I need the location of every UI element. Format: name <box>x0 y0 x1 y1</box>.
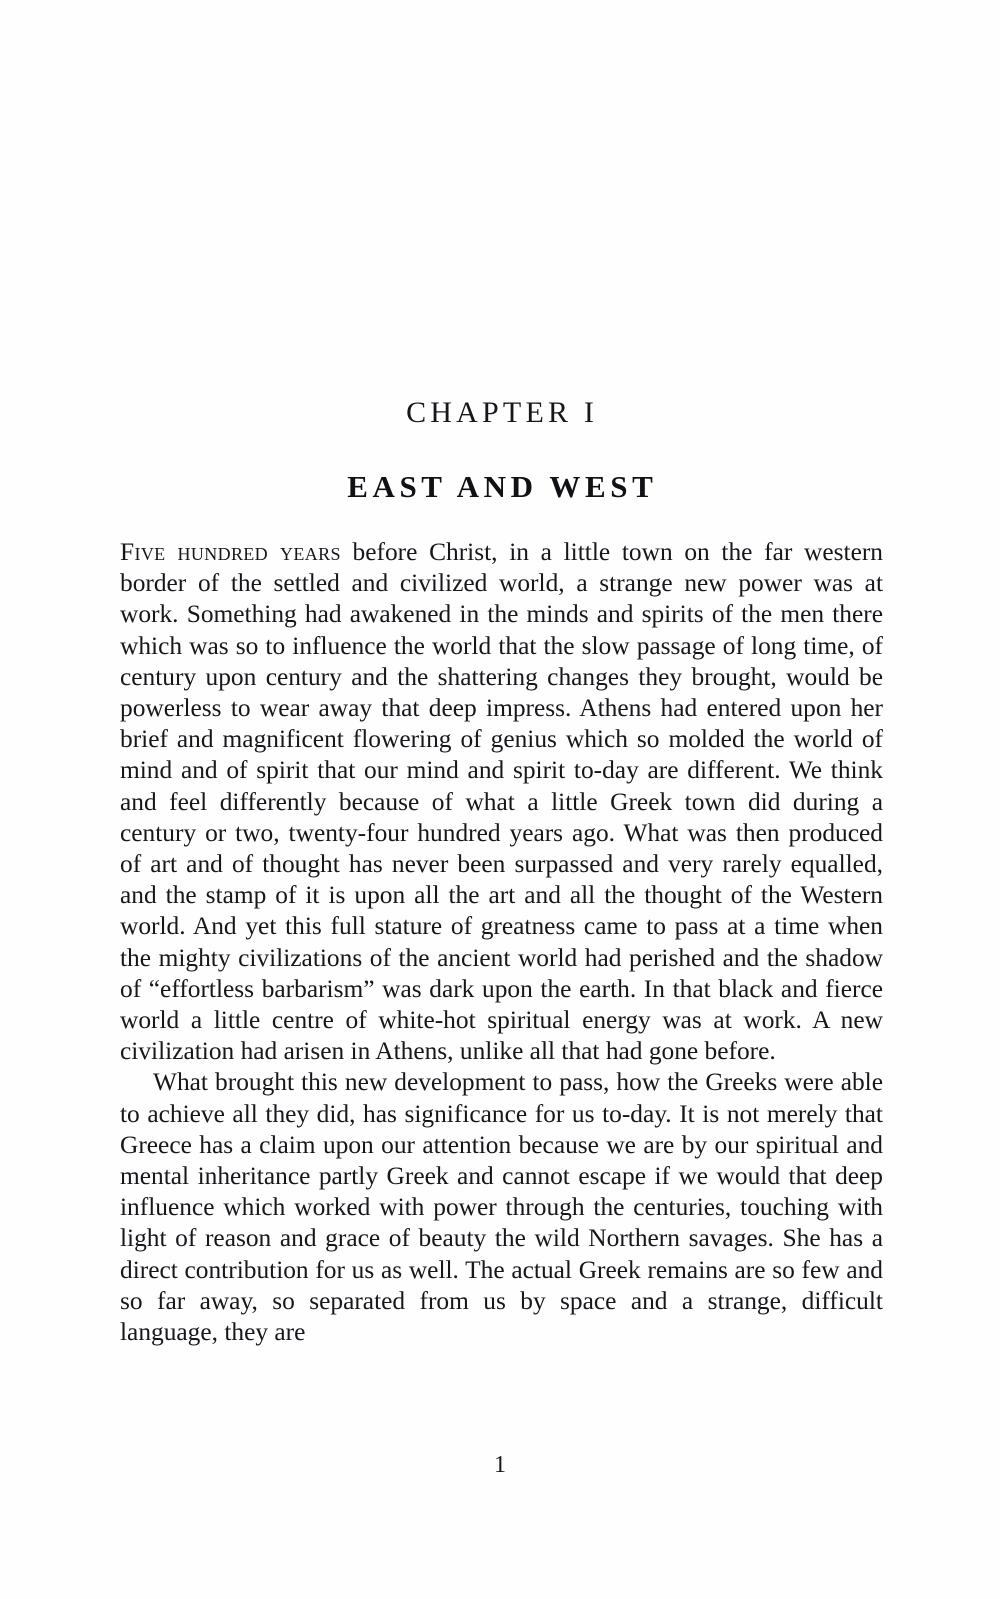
paragraph-2 <box>120 1067 883 1348</box>
opening-small-caps: Five hundred years <box>120 538 341 566</box>
chapter-heading-block <box>0 396 1000 429</box>
chapter-title: EAST AND WEST <box>347 469 658 504</box>
paragraph-1 <box>120 537 883 1067</box>
paragraph-2-text: What brought this new development to pass, how the Greeks were able to achieve all they did, has significance for us to-day. It is not merely that Greece has a claim upon our attention because we are by our spiritual and mental inheritance partly Greek and cannot escape if we would that deep influence which worked with power through the centuries, touching with light of reason and grace of beauty the wild Northern savages. She has a direct contribution for us as well. The actual Greek remains are so few and so far away, so separated from us by space and a strange, difficult language, they are <box>120 1068 883 1347</box>
body-text-column <box>120 537 883 1348</box>
page-number: 1 <box>494 1452 506 1478</box>
chapter-number: CHAPTER I <box>406 396 599 429</box>
paragraph-1-text: before Christ, in a little town on the far western border of the settled and civilized world, a strange new power was at work. Something had awakened in the minds and spirits of the men there which was so to influence the world that the slow passage of long time, of century upon century and the shattering changes they brought, would be powerless to wear away that deep impress. Athens had entered upon her brief and magnificent flowering of genius which so molded the world of mind and of spirit that our mind and spirit to-day are different. We think and feel differently because of what a little Greek town did during a century or two, twenty-four hundred years ago. What was then produced of art and of thought has never been surpassed and very rarely equalled, and the stamp of it is upon all the art and all the thought of the Western world. And yet this full stature of greatness came to pass at a time when the mighty civilizations of the ancient world had perished and the shadow of “effortless barbarism” was dark upon the earth. In that black and fierce world a little centre of white-hot spiritual energy was at work. A new civilization had arisen in Athens, unlike all that had gone before. <box>120 538 883 1066</box>
